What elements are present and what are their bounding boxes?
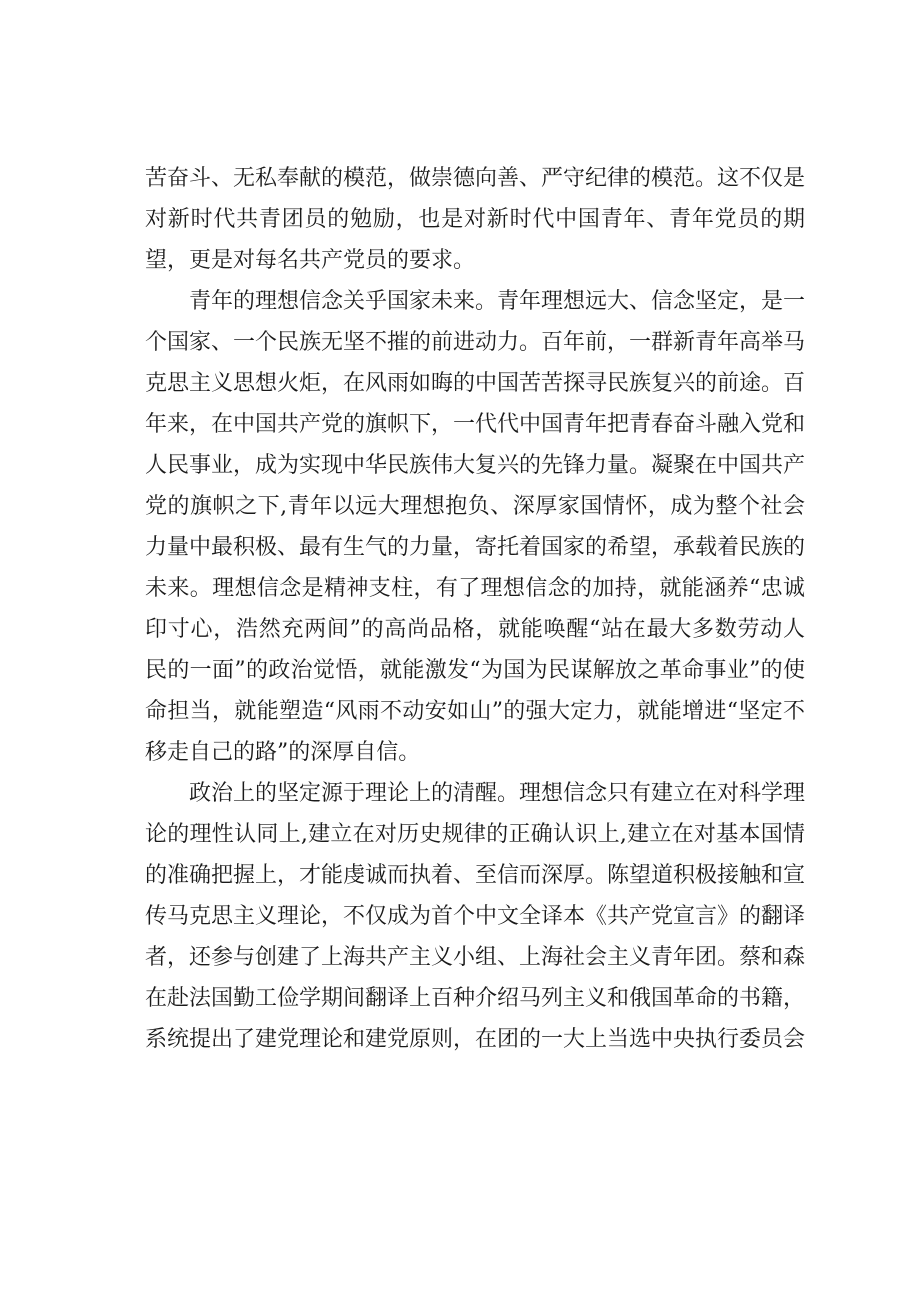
- paragraph-youth-ideals: 青年的理想信念关乎国家未来。青年理想远大、信念坚定，是一个国家、一个民族无坚不摧的前进动力。百年前，一群新青年高举马克思主义思想火炬，在风雨如晦的中国苦苦探寻民族复兴的前途。百年来，在中国共产党的旗帜下，一代代中国青年把青春奋斗融入党和人民事业，成为实现中华民族伟大复兴的先锋力量。凝聚在中国共产党的旗帜之下,青年以远大理想抱负、深厚家国情怀，成为整个社会力量中最积极、最有生气的力量，寄托着国家的希望，承载着民族的未来。理想信念是精神支柱，有了理想信念的加持，就能涵养“忠诚印寸心，浩然充两间”的高尚品格，就能唤醒“站在最大多数劳动人民的一面”的政治觉悟，就能激发“为国为民谋解放之革命事业”的使命担当，就能塑造“风雨不动安如山”的强大定力，就能增进“坚定不移走自己的路”的深厚自信。: [145, 289, 806, 765]
- document-body: [145, 158, 805, 1060]
- paragraph-continuation: 苦奋斗、无私奉献的模范，做崇德向善、严守纪律的模范。这不仅是对新时代共青团员的勉励，也是对新时代中国青年、青年党员的期望，更是对每名共产党员的要求。: [145, 166, 806, 273]
- paragraph-political-firmness: 政治上的坚定源于理论上的清醒。理想信念只有建立在对科学理论的理性认同上,建立在对历史规律的正确认识上,建立在对基本国情的准确把握上，才能虔诚而执着、至信而深厚。陈望道积极接触和宣传马克思主义理论，不仅成为首个中文全译本《共产党宣言》的翻译者，还参与创建了上海共产主义小组、上海社会主义青年团。蔡和森在赴法国勤工俭学期间翻译上百种介绍马列主义和俄国革命的书籍，系统提出了建党理论和建党原则，在团的一大上当选中央执行委员会: [145, 781, 806, 1052]
